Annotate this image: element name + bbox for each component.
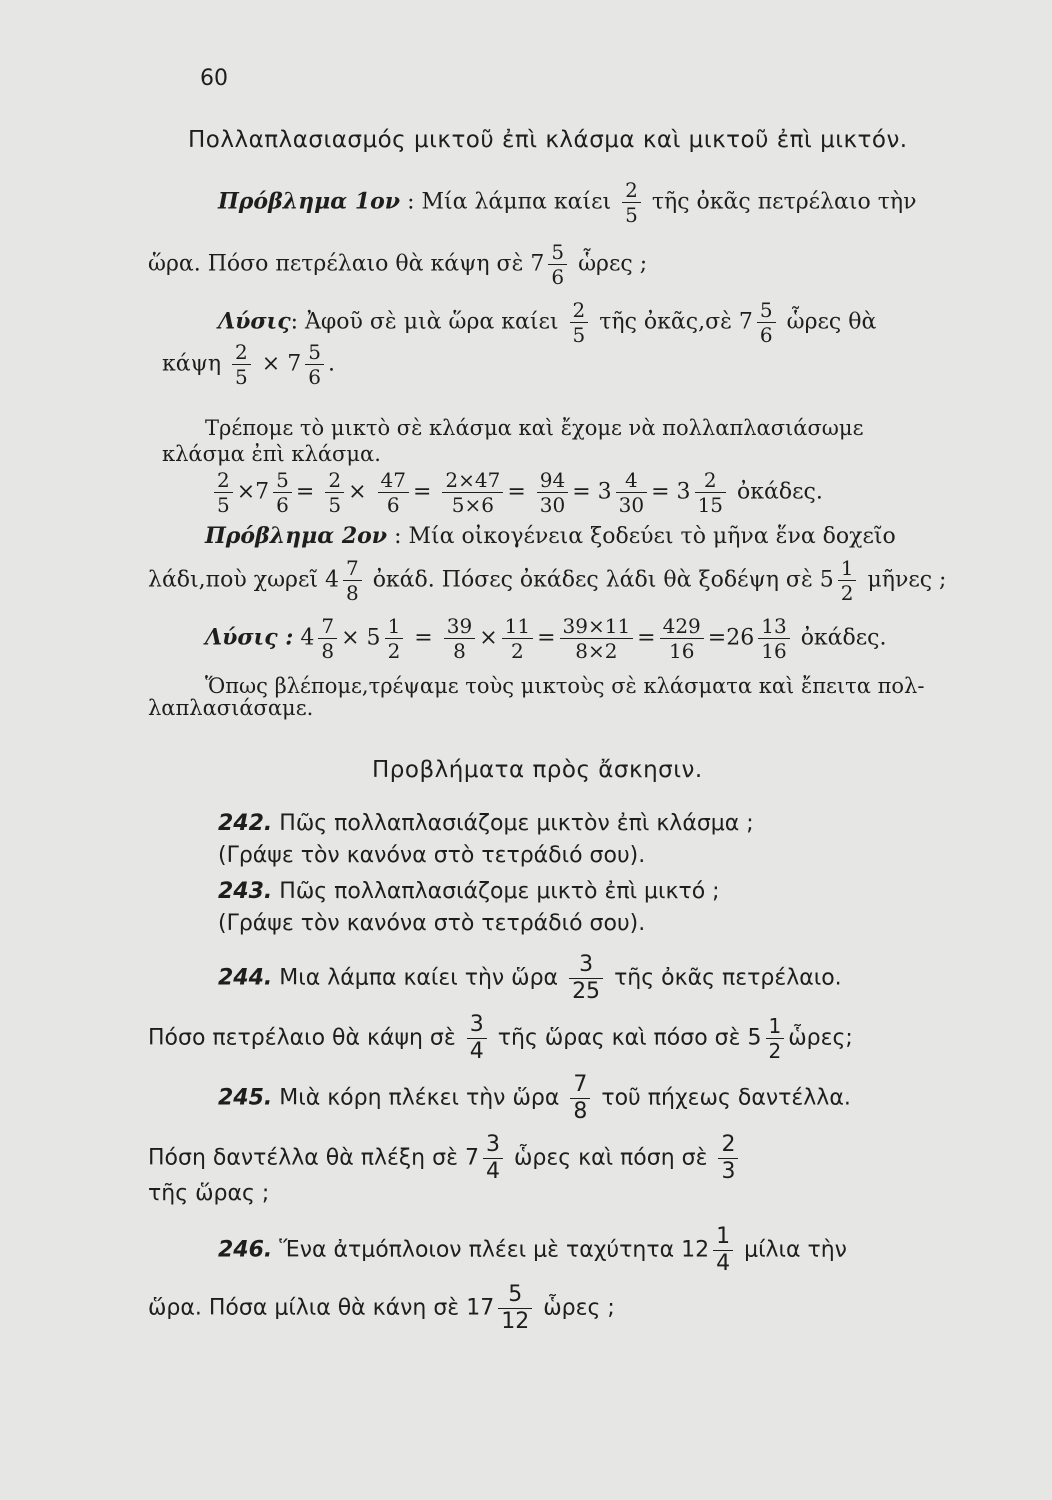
- fraction: $\frac{3}{4}$: [483, 1134, 503, 1183]
- fraction: $\frac{1}{4}$: [713, 1226, 733, 1275]
- exercise-243-line2: (Γράψε τὸν κανόνα στὸ τετράδιό σου).: [218, 911, 646, 936]
- fraction: $\frac{1}{2}$: [385, 616, 404, 661]
- fraction: $\frac{1}{2}$: [766, 1016, 785, 1061]
- fraction: $\frac{5}{6}$: [548, 242, 567, 287]
- solution2-label: Λύσις :: [205, 624, 294, 651]
- solution2-equation: Λύσις : 4 $\frac{7}{8}$ × 5 $\frac{1}{2}$ = $\frac{39}{8}$ × $\frac{11}{2}$ = $\frac{39\times 11}{8\times 2}$ = $\frac{429}{16}$ =26 $\frac{13}{16}$ ὀκάδες.: [205, 614, 887, 663]
- problem1-line1: Πρόβλημα 1ον : Μία λάμπα καίει $\frac{2}{5}$ τῆς ὀκᾶς πετρέλαιο τὴν: [218, 178, 917, 227]
- exercise-245-line2: Πόση δαντέλλα θὰ πλέξη σὲ 7 $\frac{3}{4}$ ὧρες καὶ πόση σὲ $\frac{2}{3}$: [148, 1134, 742, 1183]
- fraction: $\frac{2}{5}$: [622, 180, 641, 225]
- fraction: $\frac{2}{5}$: [325, 470, 344, 515]
- fraction: $\frac{5}{12}$: [498, 1284, 532, 1333]
- solution1-line2: κάψη $\frac{2}{5}$ × 7 $\frac{5}{6}$ .: [162, 340, 335, 389]
- exercise-243-line1: 243. Πῶς πολλαπλασιάζομε μικτὸ ἐπὶ μικτό ;: [218, 879, 720, 904]
- exercise-244-line2: Πόσο πετρέλαιο θὰ κάψη σὲ $\frac{3}{4}$ τῆς ὥρας καὶ πόσο σὲ 5 $\frac{1}{2}$ ὧρες;: [148, 1012, 853, 1064]
- solution1-explain-2: κλάσμα ἐπὶ κλάσμα.: [162, 442, 381, 466]
- solution2-note-2: λαπλασιάσαμε.: [148, 696, 314, 720]
- fraction: $\frac{5}{6}$: [757, 300, 776, 345]
- fraction: $\frac{7}{8}$: [318, 616, 337, 661]
- fraction: $\frac{2}{5}$: [214, 470, 233, 515]
- fraction: $\frac{2}{5}$: [232, 342, 251, 387]
- fraction: $\frac{1}{2}$: [838, 558, 857, 603]
- exercise-245-line1: 245. Μιὰ κόρη πλέκει τὴν ὥρα $\frac{7}{8}$ τοῦ πήχεως δαντέλλα.: [218, 1072, 851, 1124]
- fraction: $\frac{39\times 11}{8\times 2}$: [560, 616, 634, 661]
- exercise-244-line1: 244. Μια λάμπα καίει τὴν ὥρα $\frac{3}{25}$ τῆς ὀκᾶς πετρέλαιο.: [218, 952, 842, 1004]
- fraction: $\frac{2}{3}$: [718, 1134, 738, 1183]
- exercise-242-line1: 242. Πῶς πολλαπλασιάζομε μικτὸν ἐπὶ κλάσμα ;: [218, 811, 754, 836]
- fraction: $\frac{94}{30}$: [537, 470, 568, 515]
- fraction: $\frac{5}{6}$: [273, 470, 292, 515]
- problem1-line2: ὥρα. Πόσο πετρέλαιο θὰ κάψη σὲ 7 $\frac{5}{6}$ ὧρες ;: [148, 240, 648, 289]
- problem2-line2: λάδι,ποὺ χωρεῖ 4 $\frac{7}{8}$ ὀκάδ. Πόσες ὀκάδες λάδι θὰ ξοδέψη σὲ 5 $\frac{1}{2}$ μῆνες ;: [148, 556, 947, 605]
- fraction: $\frac{429}{16}$: [660, 616, 704, 661]
- fraction: $\frac{39}{8}$: [444, 616, 475, 661]
- fraction: $\frac{47}{6}$: [378, 470, 409, 515]
- fraction: $\frac{11}{2}$: [502, 616, 533, 661]
- exercises-heading: Προβλήματα πρὸς ἄσκησιν.: [372, 757, 703, 783]
- page-number: 60: [200, 66, 228, 91]
- solution1-equation: $\frac{2}{5}$ ×7 $\frac{5}{6}$ = $\frac{2}{5}$ × $\frac{47}{6}$ = $\frac{2\times 47}{5\times 6}$ = $\frac{94}{30}$ = 3 $\frac{4}{30}$ = 3 $\frac{2}{15}$ ὀκάδες.: [210, 470, 823, 515]
- fraction: $\frac{3}{4}$: [467, 1014, 487, 1063]
- fraction: $\frac{2\times 47}{5\times 6}$: [442, 470, 503, 515]
- fraction: $\frac{7}{8}$: [570, 1074, 590, 1123]
- fraction: $\frac{2}{5}$: [570, 300, 589, 345]
- problem1-label: Πρόβλημα 1ον: [218, 188, 401, 215]
- solution1-label: Λύσις: [218, 308, 291, 335]
- fraction: $\frac{7}{8}$: [343, 558, 362, 603]
- fraction: $\frac{2}{15}$: [695, 470, 726, 515]
- solution2-note-1: Ὅπως βλέπομε,τρέψαμε τοὺς μικτοὺς σὲ κλάσματα καὶ ἔπειτα πολ-: [205, 674, 925, 698]
- fraction: $\frac{4}{30}$: [616, 470, 647, 515]
- exercise-245-line3: τῆς ὥρας ;: [148, 1181, 270, 1206]
- fraction: $\frac{13}{16}$: [758, 616, 789, 661]
- solution1-line1: Λύσις: Ἀφοῦ σὲ μιὰ ὥρα καίει $\frac{2}{5}$ τῆς ὀκᾶς,σὲ 7 $\frac{5}{6}$ ὧρες θὰ: [218, 298, 877, 347]
- fraction: $\frac{3}{25}$: [569, 954, 603, 1003]
- page-title: Πολλαπλασιασμός μικτοῦ ἐπὶ κλάσμα καὶ μικτοῦ ἐπὶ μικτόν.: [188, 127, 908, 153]
- solution1-explain-1: Τρέπομε τὸ μικτὸ σὲ κλάσμα καὶ ἔχομε νὰ πολλαπλασιάσωμε: [205, 416, 864, 440]
- exercise-246-line2: ὥρα. Πόσα μίλια θὰ κάνη σὲ 17 $\frac{5}{12}$ ὧρες ;: [148, 1282, 615, 1334]
- problem2-label: Πρόβλημα 2ον: [205, 523, 388, 549]
- exercise-242-line2: (Γράψε τὸν κανόνα στὸ τετράδιό σου).: [218, 843, 646, 868]
- fraction: $\frac{5}{6}$: [305, 342, 324, 387]
- exercise-246-line1: 246. Ἕνα ἀτμόπλοιον πλέει μὲ ταχύτητα 12 $\frac{1}{4}$ μίλια τὴν: [218, 1224, 847, 1276]
- problem2-line1: Πρόβλημα 2ον : Μία οἰκογένεια ξοδεύει τὸ μῆνα ἕνα δοχεῖο: [205, 523, 896, 549]
